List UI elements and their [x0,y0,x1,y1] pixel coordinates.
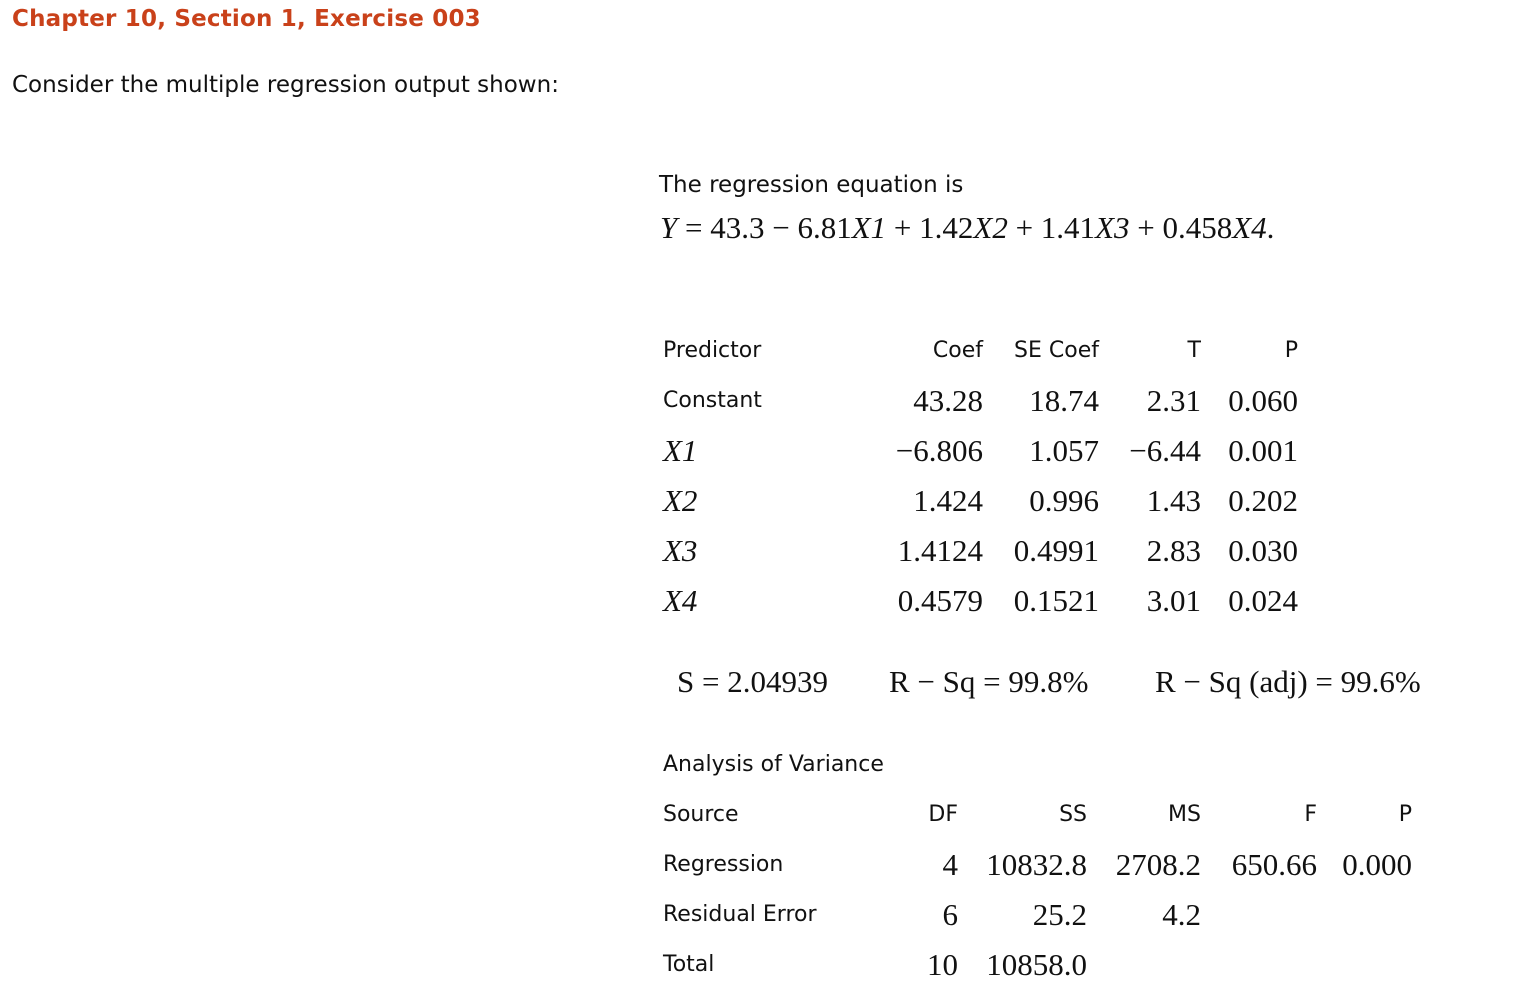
equation-label: The regression equation is [659,172,964,198]
row-se-coef: 0.4991 [1013,533,1099,568]
row-se-coef: 0.1521 [1013,583,1099,618]
row-coef: 1.424 [913,483,983,518]
row-predictor: X3 [663,533,698,568]
eq-x2: X2 [973,210,1008,245]
row-coef: 0.4579 [897,583,983,618]
anova-row-source: Total [663,952,715,977]
anova-row-ss: 10832.8 [986,847,1087,882]
exercise-heading: Chapter 10, Section 1, Exercise 003 [12,6,481,32]
row-coef: 43.28 [913,383,983,418]
col-header-predictor: Predictor [663,338,762,363]
anova-row-ms: 2708.2 [1115,847,1201,882]
anova-row-source: Residual Error [663,902,817,927]
anova-title: Analysis of Variance [663,752,884,777]
anova-row-ss: 25.2 [1032,897,1087,932]
anova-row-f: 650.66 [1231,847,1317,882]
row-predictor: X4 [663,583,698,618]
col-header-se-coef: SE Coef [1014,338,1099,363]
row-p: 0.001 [1228,433,1298,468]
anova-header-ss: SS [1059,802,1087,827]
anova-header-f: F [1304,802,1317,827]
eq-part-4: + 0.458 [1129,210,1233,245]
anova-row-df: 4 [942,847,958,882]
col-header-t: T [1187,338,1201,363]
regression-equation [660,210,1274,246]
eq-part-5: . [1266,210,1275,245]
anova-row-ss: 10858.0 [986,947,1087,982]
eq-x1: X1 [851,210,887,245]
row-t: −6.44 [1129,433,1201,468]
row-p: 0.024 [1228,583,1298,618]
row-predictor: Constant [663,388,762,413]
anova-header-df: DF [928,802,958,827]
eq-x4: X4 [1232,210,1267,245]
row-coef: 1.4124 [897,533,983,568]
anova-row-source: Regression [663,852,784,877]
row-predictor: X1 [663,433,698,468]
row-p: 0.030 [1228,533,1298,568]
row-se-coef: 0.996 [1029,483,1099,518]
row-p: 0.202 [1228,483,1298,518]
col-header-p: P [1284,338,1298,363]
anova-header-ms: MS [1168,802,1201,827]
row-se-coef: 18.74 [1029,383,1099,418]
row-t: 2.31 [1146,383,1201,418]
row-predictor: X2 [663,483,698,518]
eq-part-2: + 1.42 [886,210,974,245]
summary-s: S = 2.04939 [677,664,828,699]
row-t: 2.83 [1146,533,1201,568]
intro-text: Consider the multiple regression output shown: [12,72,559,98]
eq-x3: X3 [1095,210,1130,245]
eq-part-1: = 43.3 − 6.81 [677,210,852,245]
row-se-coef: 1.057 [1029,433,1099,468]
row-coef: −6.806 [895,433,983,468]
anova-row-df: 6 [942,897,958,932]
eq-y: Y [660,210,678,245]
summary-r-sq: R − Sq = 99.8% [889,664,1089,699]
row-t: 1.43 [1146,483,1201,518]
row-p: 0.060 [1228,383,1298,418]
row-t: 3.01 [1146,583,1201,618]
anova-row-df: 10 [927,947,958,982]
eq-part-3: + 1.41 [1007,210,1096,245]
anova-header-p: P [1398,802,1412,827]
anova-row-p: 0.000 [1342,847,1412,882]
summary-r-sq-adj: R − Sq (adj) = 99.6% [1155,664,1421,699]
anova-header-source: Source [663,802,739,827]
anova-row-ms: 4.2 [1162,897,1201,932]
col-header-coef: Coef [932,338,983,363]
